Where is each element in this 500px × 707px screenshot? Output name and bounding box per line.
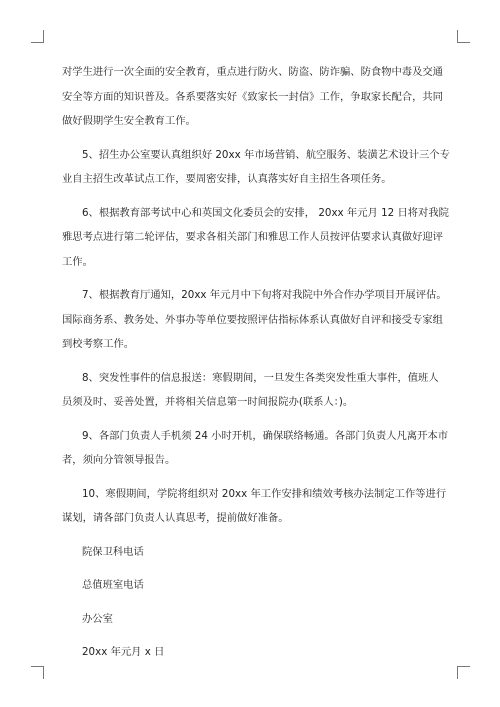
paragraph-item-5 (62, 143, 450, 192)
paragraph-safety-education (62, 60, 445, 134)
crop-mark-top-left (31, 30, 44, 43)
text-line: 做好假期学生安全教育工作。 (62, 115, 196, 127)
text-line: 10、寒假期间，学院将组织对 20xx 年工作安排和绩效考核办法制定工作等进行 (82, 487, 447, 500)
text-line: 5、招生办公室要认真组织好 20xx 年市场营销、航空服务、装潢艺术设计三个专 (82, 148, 450, 161)
text-line: 者，须向分管领导报告。 (62, 454, 176, 466)
text-line: 6、根据教育部考试中心和英国文化委员会的安排， 20xx 年元月 12 日将对我院 (82, 206, 449, 219)
paragraph-item-10 (62, 482, 445, 531)
text-line: 安全等方面的知识普及。各系要落实好《致家长一封信》工作，争取家长配合，共同 (62, 90, 443, 103)
paragraph-item-7 (62, 283, 445, 357)
paragraph-item-9 (62, 424, 448, 473)
duty-room-phone: 总值班室电话 (82, 579, 144, 591)
issuing-office: 办公室 (82, 612, 113, 625)
security-office-phone: 院保卫科电话 (82, 545, 144, 558)
text-line: 9、各部门负责人手机须 24 小时开机，确保联络畅通。各部门负责人凡离开本市 (82, 429, 448, 442)
document-date: 20xx 年元月 x 日 (82, 646, 165, 658)
document-body (62, 60, 450, 665)
paragraph-item-6 (62, 201, 449, 275)
paragraph-item-8 (62, 366, 445, 415)
text-line: 雅思考点进行第二轮评估，要求各相关部门和雅思工作人员按评估要求认真做好迎评 (62, 231, 443, 243)
text-line: 谋划，请各部门负责人认真思考，提前做好准备。 (62, 512, 289, 524)
closing-block (62, 540, 445, 665)
text-line: 对学生进行一次全面的安全教育，重点进行防火、防盗、防诈骗、防食物中毒及交通 (62, 66, 443, 78)
text-line: 8、突发性事件的信息报送：寒假期间，一旦发生各类突发性重大事件，值班人 (82, 371, 439, 384)
text-line: 7、根据教育厅通知，20xx 年元月中下旬将对我院中外合作办学项目开展评估。 (82, 289, 447, 301)
text-line: 到校考察工作。 (62, 338, 135, 350)
text-line: 国际商务系、教务处、外事办等单位要按照评估指标体系认真做好自评和接受专家组 (62, 313, 443, 326)
text-line: 员须及时、妥善处置，并将相关信息第一时间报院办(联系人：)。 (62, 396, 354, 408)
crop-mark-top-right (457, 30, 470, 43)
crop-mark-bottom-right (457, 666, 470, 679)
crop-mark-bottom-left (31, 666, 44, 679)
text-line: 业自主招生改革试点工作，要周密安排，认真落实好自主招生各项任务。 (62, 173, 392, 185)
text-line: 工作。 (62, 255, 93, 268)
